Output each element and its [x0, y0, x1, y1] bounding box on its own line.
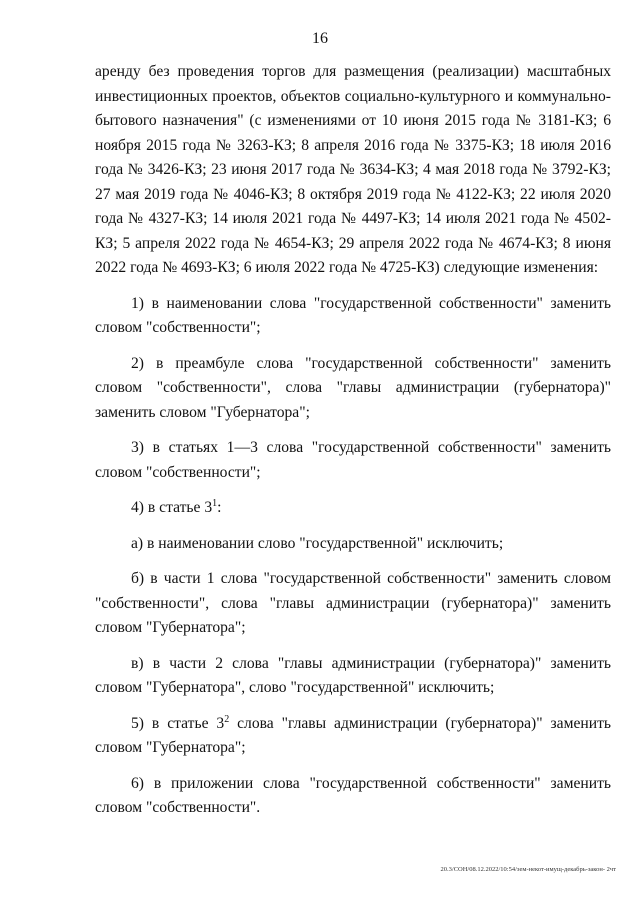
paragraph-item-6: 6) в приложении слова "государственной собственности" заменить словом "собственности".	[95, 774, 611, 816]
paragraph-item-1: 1) в наименовании слова "государственной собственности" заменить словом "собственности";	[95, 294, 611, 336]
paragraph-item-4c: в) в части 2 слова "главы администрации (губернатора)" заменить словом "Губернатора", слово "государственной" исключить;	[95, 654, 611, 696]
item-4-text: 4) в статье 3	[131, 499, 213, 516]
paragraph-item-4b: б) в части 1 слова "государственной собственности" заменить словом "собственности", слова "главы администрации (губернатора)" заменить словом "Губернатора";	[95, 570, 611, 636]
item-4-colon: :	[217, 499, 222, 516]
document-footer-code: 20.3/СОН/08.12.2022/10:54/зем-некот-имущ-декабрь-закон- 2чт	[440, 866, 616, 873]
item-4-superscript: 1	[212, 497, 218, 509]
item-5-rest: слова "главы администрации (губернатора)" заменить словом "Губернатора";	[95, 714, 611, 756]
item-5-text: 5) в статье 3	[131, 714, 225, 732]
paragraph-item-5	[95, 712, 611, 761]
item-5-superscript: 2	[224, 713, 230, 725]
paragraph-item-3: 3) в статьях 1—3 слова "государственной собственности" заменить словом "собственности";	[95, 439, 611, 481]
document-body	[95, 60, 611, 821]
page-number: 16	[312, 30, 328, 47]
paragraph-item-4a: а) в наименовании слово "государственной" исключить;	[131, 534, 504, 552]
paragraph-item-2: 2) в преамбуле слова "государственной собственности" заменить словом "собственности", слова "главы администрации (губернатора)" заменить словом "Губернатора";	[95, 354, 611, 421]
paragraph-item-4	[95, 496, 611, 521]
paragraph-intro: аренду без проведения торгов для размещения (реализации) масштабных инвестиционных проектов, объектов социально-культурного и коммунально-бытового назначения" (с изменениями от 10 июня 2015 года № 3181-КЗ; 6 ноября 2015 года № 3263-КЗ; 8 апреля 2016 года № 3375-КЗ; 18 июля 2016 года № 3426-КЗ; 23 июня 2017 года № 3634-КЗ; 4 мая 2018 года № 3792-КЗ; 27 мая 2019 года № 4046-КЗ; 8 октября 2019 года № 4122-КЗ; 22 июля 2020 года № 4327-КЗ; 14 июля 2021 года № 4497-КЗ; 14 июля 2021 года № 4502-КЗ; 5 апреля 2022 года № 4654-КЗ; 29 апреля 2022 года № 4674-КЗ; 8 июня 2022 года № 4693-КЗ; 6 июля 2022 года № 4725-КЗ) следующие изменения:	[95, 63, 611, 276]
